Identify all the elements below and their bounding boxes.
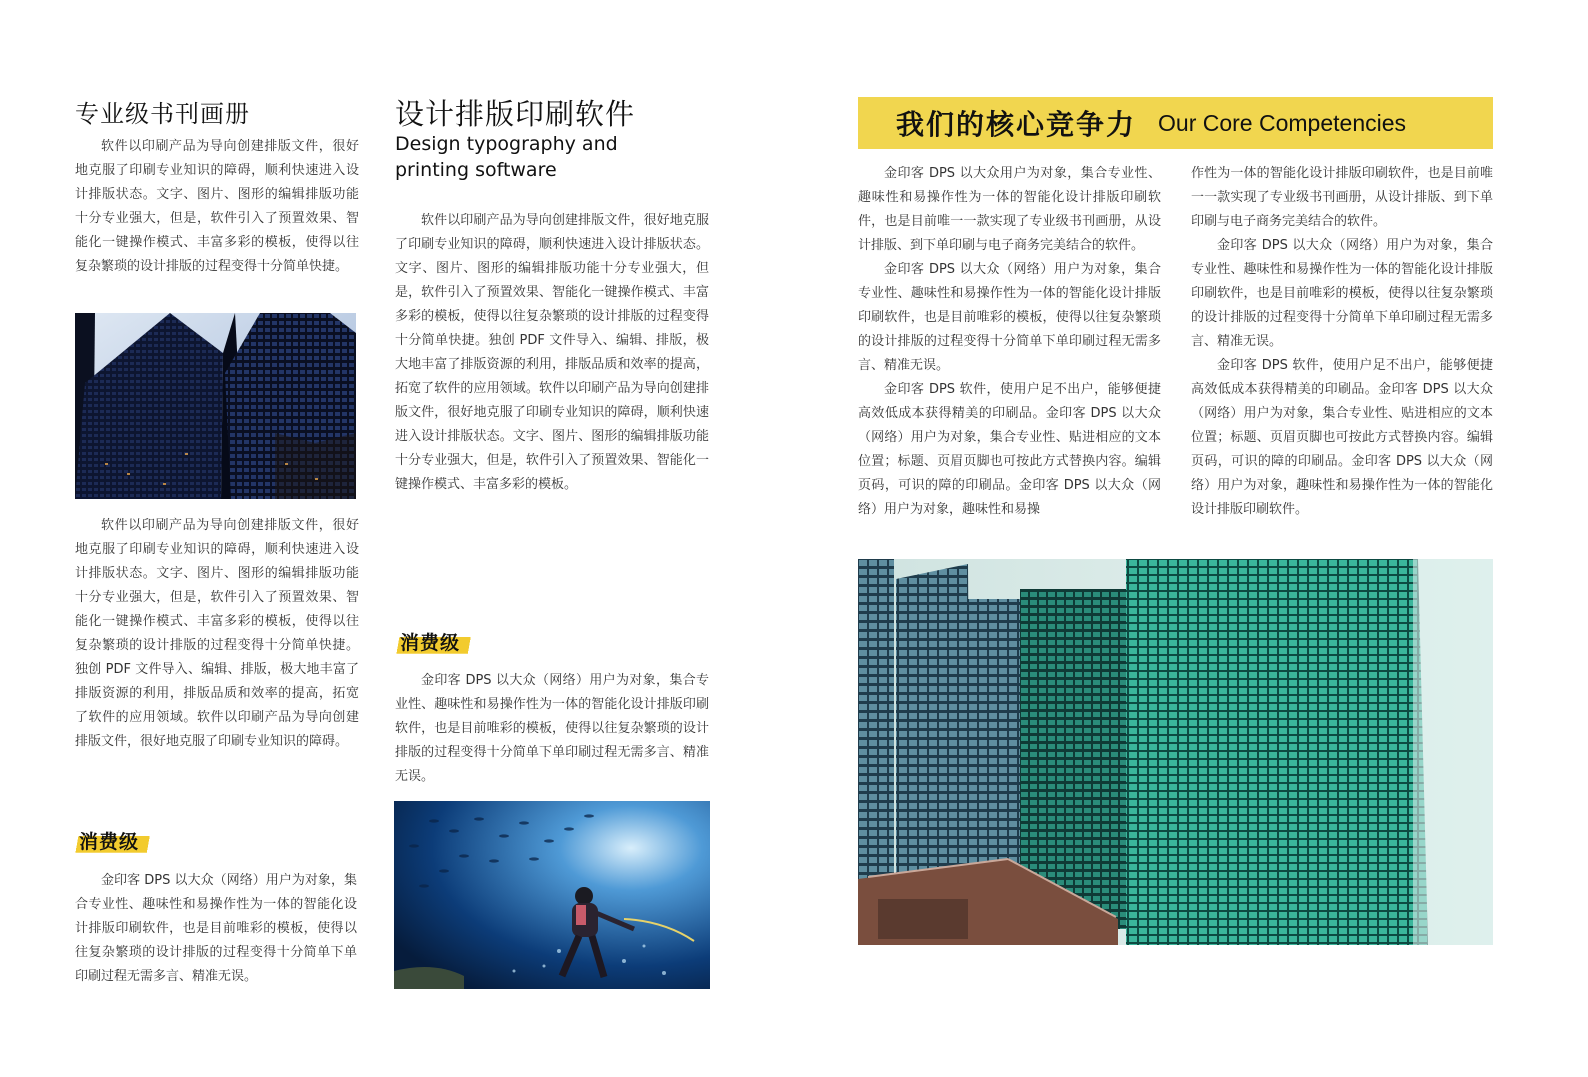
glass-buildings-photo (858, 559, 1493, 945)
banner-title-cn: 我们的核心竞争力 (896, 108, 1137, 141)
middle-paragraph-1: 软件以印刷产品为导向创建排版文件，很好地克服了印刷专业知识的障碍，顺利快速进入设计排版状态。文字、图片、图形的编辑排版功能十分专业强大，但是，软件引入了预置效果、智能化一键操作模式、丰富多彩的模板，使得以往复杂繁琐的设计排版的过程变得十分简单快捷。独创 PDF 文件导入、编辑、排版，极大地丰富了排版资源的利用，排版品质和效率的提高，拓宽了软件的应用领域。软件以印刷产品为导向创建排版文件，很好地克服了印刷专业知识的障碍，顺利快速进入设计排版状态。文字、图片、图形的编辑排版功能十分专业强大，但是，软件引入了预置效果、智能化一键操作模式、丰富多彩的模板。 (395, 213, 709, 492)
right-column-a (858, 162, 1161, 522)
left-title: 专业级书刊画册 (75, 100, 250, 128)
right-a-paragraph-3: 金印客 DPS 软件，使用户足不出户，能够便捷高效低成本获得精美的印刷品。金印客 DPS 以大众（网络）用户为对象，集合专业性、贴进相应的文本位置；标题、页眉页脚也可按此方式替换内容。编辑页码，可识的障的印刷品。金印客 DPS 以大众（网络）用户为对象，趣味性和易操 (858, 382, 1161, 517)
left-consumer-tag (75, 827, 157, 854)
middle-consumer-tag (396, 628, 478, 655)
left-tag-label: 消费级 (75, 827, 157, 854)
middle-tag-label: 消费级 (396, 628, 478, 655)
core-competencies-banner (858, 97, 1493, 149)
skyscrapers-photo (75, 313, 356, 499)
banner-title-en: Our Core Competencies (1158, 109, 1407, 136)
right-a-paragraph-1: 金印客 DPS 以大众用户为对象，集合专业性、趣味性和易操作性为一体的智能化设计排版印刷软件，也是目前唯一一款实现了专业级书刊画册，从设计排版、到下单印刷与电子商务完美结合的软件。 (858, 166, 1161, 253)
left-paragraph-3: 金印客 DPS 以大众（网络）用户为对象，集合专业性、趣味性和易操作性为一体的智能化设计排版印刷软件，也是目前唯彩的模板，使得以往复杂繁琐的设计排版的过程变得十分简单下单印刷过程无需多言、精准无误。 (75, 873, 357, 984)
middle-title: 设计排版印刷软件 (395, 97, 636, 131)
right-b-paragraph-2: 金印客 DPS 以大众（网络）用户为对象，集合专业性、趣味性和易操作性为一体的智能化设计排版印刷软件，也是目前唯彩的模板，使得以往复杂繁琐的设计排版的过程变得十分简单下单印刷过程无需多言、精准无误。 (1191, 238, 1493, 349)
right-b-paragraph-3: 金印客 DPS 软件，使用户足不出户，能够便捷高效低成本获得精美的印刷品。金印客 DPS 以大众（网络）用户为对象，集合专业性、贴进相应的文本位置；标题、页眉页脚也可按此方式替换内容。编辑页码，可识的障的印刷品。金印客 DPS 以大众（网络）用户为对象，趣味性和易操作性为一体的智能化设计排版印刷软件。 (1191, 358, 1493, 517)
left-paragraph-2: 软件以印刷产品为导向创建排版文件，很好地克服了印刷专业知识的障碍，顺利快速进入设计排版状态。文字、图片、图形的编辑排版功能十分专业强大，但是，软件引入了预置效果、智能化一键操作模式、丰富多彩的模板，使得以往复杂繁琐的设计排版的过程变得十分简单快捷。独创 PDF 文件导入、编辑、排版，极大地丰富了排版资源的利用，排版品质和效率的提高，拓宽了软件的应用领域。软件以印刷产品为导向创建排版文件，很好地克服了印刷专业知识的障碍。 (75, 518, 359, 749)
right-a-paragraph-2: 金印客 DPS 以大众（网络）用户为对象，集合专业性、趣味性和易操作性为一体的智能化设计排版印刷软件，也是目前唯彩的模板，使得以往复杂繁琐的设计排版的过程变得十分简单下单印刷过程无需多言、精准无误。 (858, 262, 1161, 373)
middle-subtitle: Design typography and printing software (395, 133, 618, 181)
left-paragraph-1: 软件以印刷产品为导向创建排版文件，很好地克服了印刷专业知识的障碍，顺利快速进入设计排版状态。文字、图片、图形的编辑排版功能十分专业强大，但是，软件引入了预置效果、智能化一键操作模式、丰富多彩的模板，使得以往复杂繁琐的设计排版的过程变得十分简单快捷。 (75, 139, 359, 274)
right-column-b (1191, 162, 1493, 522)
diver-photo (394, 801, 710, 989)
middle-paragraph-2: 金印客 DPS 以大众（网络）用户为对象，集合专业性、趣味性和易操作性为一体的智能化设计排版印刷软件，也是目前唯彩的模板，使得以往复杂繁琐的设计排版的过程变得十分简单下单印刷过程无需多言、精准无误。 (395, 673, 709, 784)
right-b-paragraph-1: 作性为一体的智能化设计排版印刷软件，也是目前唯一一款实现了专业级书刊画册，从设计排版、到下单印刷与电子商务完美结合的软件。 (1191, 166, 1493, 229)
